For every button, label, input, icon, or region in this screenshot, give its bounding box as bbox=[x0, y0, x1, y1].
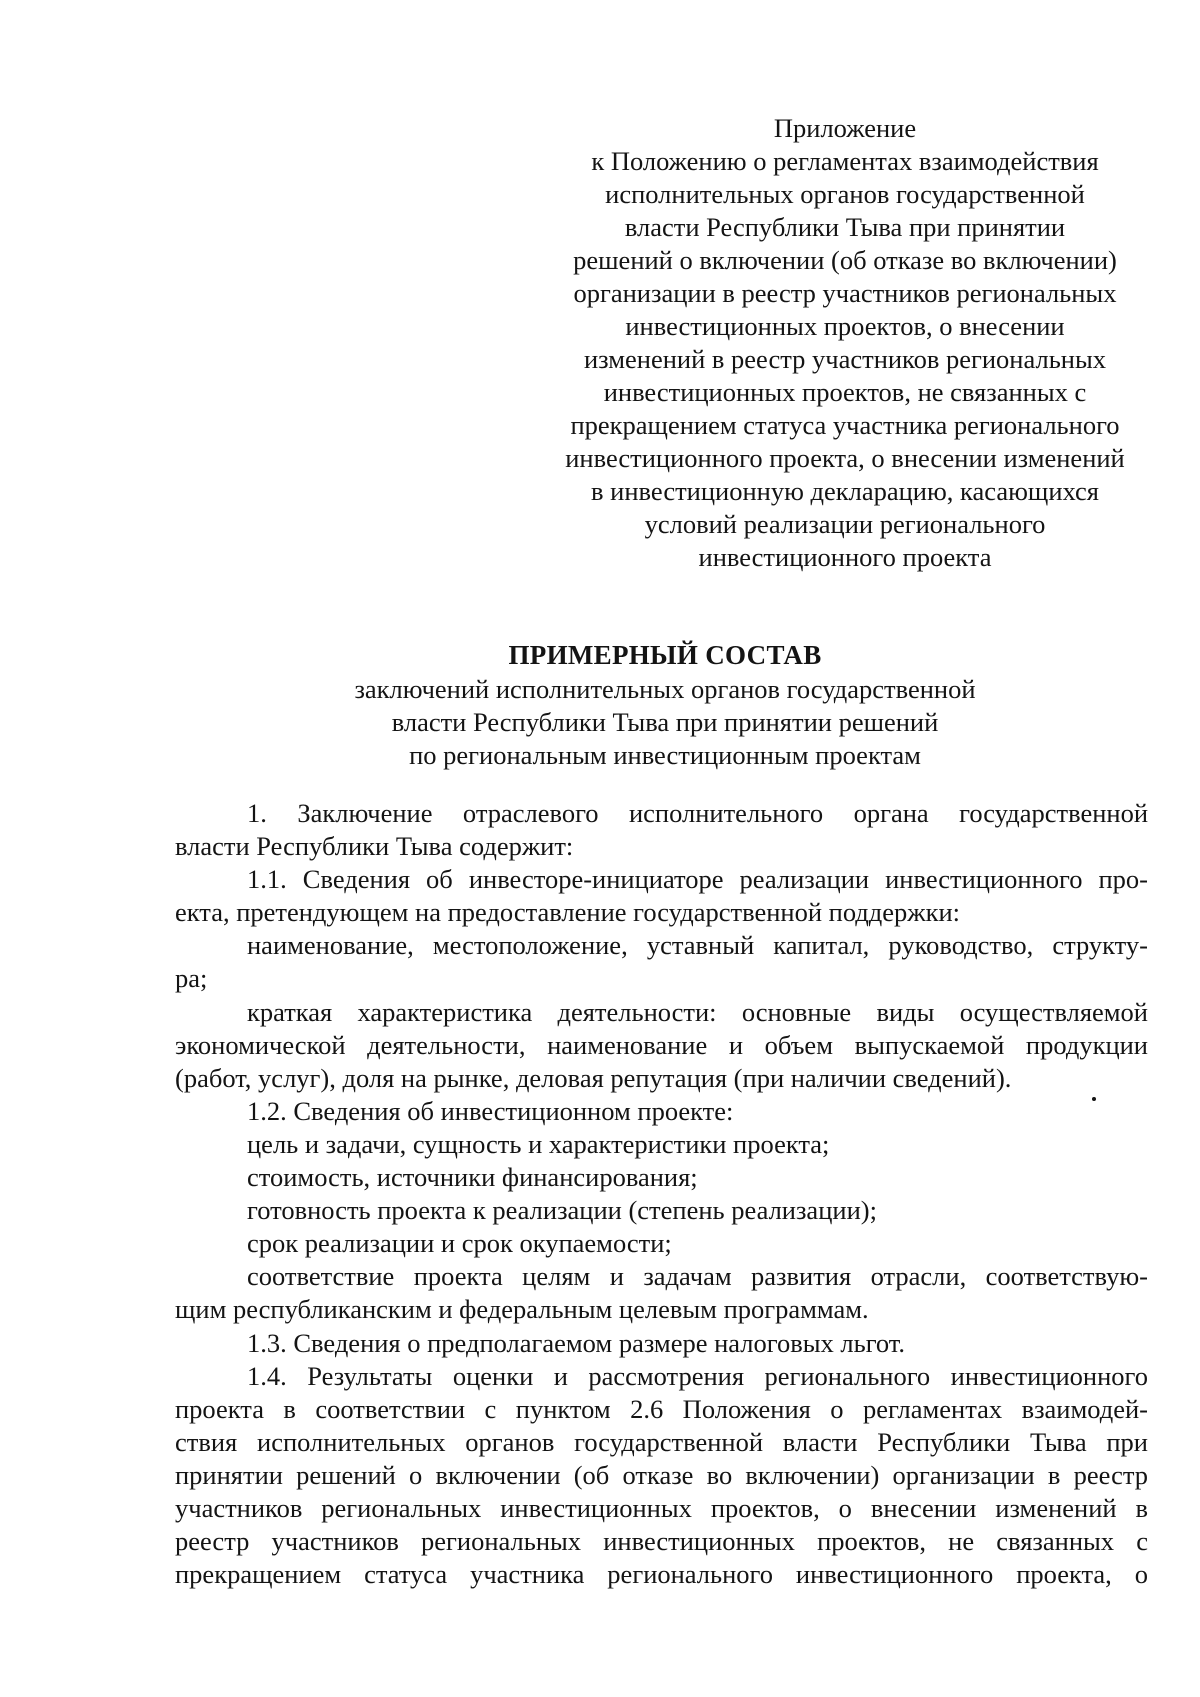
body-line: прекращением статуса участника регионального инвестиционного проекта, о bbox=[175, 1559, 1148, 1590]
body-line: краткая характеристика деятельности: основные виды осуществляемой bbox=[247, 996, 1148, 1027]
body-line: 1.2. Сведения об инвестиционном проекте: bbox=[247, 1095, 734, 1126]
appendix-line: прекращением статуса участника регионального bbox=[570, 410, 1120, 440]
body-line: щим республиканским и федеральным целевым программам. bbox=[175, 1294, 869, 1325]
body-line: 1. Заключение отраслевого исполнительного органа государственной bbox=[247, 798, 1148, 828]
body-line: принятии решений о включении (об отказе во включении) организации в реестр bbox=[175, 1459, 1148, 1490]
body-line: 1.3. Сведения о предполагаемом размере налоговых льгот. bbox=[247, 1327, 906, 1358]
appendix-line: власти Республики Тыва при принятии bbox=[624, 212, 1066, 242]
body-line: екта, претендующем на предоставление государственной поддержки: bbox=[175, 897, 961, 928]
appendix-line: в инвестиционную декларацию, касающихся bbox=[591, 476, 1099, 506]
body-line: (работ, услуг), доля на рынке, деловая репутация (при наличии сведений). bbox=[175, 1062, 1012, 1093]
body-line: проекта в соответствии с пунктом 2.6 Положения о регламентах взаимодей- bbox=[175, 1393, 1148, 1424]
appendix-line: организации в реестр участников региональных bbox=[573, 278, 1117, 308]
appendix-line: инвестиционного проекта bbox=[698, 542, 992, 572]
document-subtitle-line: заключений исполнительных органов государственной bbox=[354, 674, 976, 704]
appendix-line: исполнительных органов государственной bbox=[605, 179, 1085, 209]
body-line: ра; bbox=[175, 963, 208, 994]
appendix-line: Приложение bbox=[773, 113, 917, 143]
body-line: экономической деятельности, наименование и объем выпускаемой продукции bbox=[175, 1029, 1148, 1060]
appendix-header bbox=[540, 112, 1150, 574]
document-subtitle-line: власти Республики Тыва при принятии решений bbox=[391, 707, 939, 737]
body-line: наименование, местоположение, уставный капитал, руководство, структу- bbox=[247, 930, 1148, 961]
appendix-line: инвестиционного проекта, о внесении изменений bbox=[565, 443, 1125, 473]
body-line: срок реализации и срок окупаемости; bbox=[247, 1228, 672, 1259]
appendix-line: инвестиционных проектов, не связанных с bbox=[603, 377, 1087, 407]
appendix-line: изменений в реестр участников региональных bbox=[583, 344, 1107, 374]
appendix-line: условий реализации регионального bbox=[644, 509, 1046, 539]
body-line: ствия исполнительных органов государственной власти Республики Тыва при bbox=[175, 1426, 1148, 1457]
document-title-block bbox=[175, 637, 1155, 772]
body-line: 1.1. Сведения об инвесторе-инициаторе реализации инвестиционного про- bbox=[247, 864, 1148, 895]
body-line: 1.4. Результаты оценки и рассмотрения регионального инвестиционного bbox=[247, 1360, 1148, 1391]
document-title: ПРИМЕРНЫЙ СОСТАВ bbox=[508, 640, 822, 670]
body-line: соответствие проекта целям и задачам развития отрасли, соответствую- bbox=[247, 1261, 1148, 1292]
body-line: стоимость, источники финансирования; bbox=[247, 1162, 698, 1193]
body-line: реестр участников региональных инвестиционных проектов, не связанных с bbox=[175, 1526, 1148, 1557]
appendix-line: инвестиционных проектов, о внесении bbox=[625, 311, 1065, 341]
body-line: власти Республики Тыва содержит: bbox=[175, 831, 574, 862]
body-line: готовность проекта к реализации (степень реализации); bbox=[247, 1195, 877, 1226]
scan-dot-mark bbox=[1092, 1097, 1096, 1101]
document-body bbox=[175, 797, 1148, 1591]
appendix-line: решений о включении (об отказе во включении) bbox=[573, 245, 1117, 275]
appendix-line: к Положению о регламентах взаимодействия bbox=[591, 146, 1099, 176]
body-line: участников региональных инвестиционных проектов, о внесении изменений в bbox=[175, 1492, 1148, 1523]
body-line: цель и задачи, сущность и характеристики проекта; bbox=[247, 1128, 830, 1159]
document-subtitle-line: по региональным инвестиционным проектам bbox=[409, 740, 921, 770]
